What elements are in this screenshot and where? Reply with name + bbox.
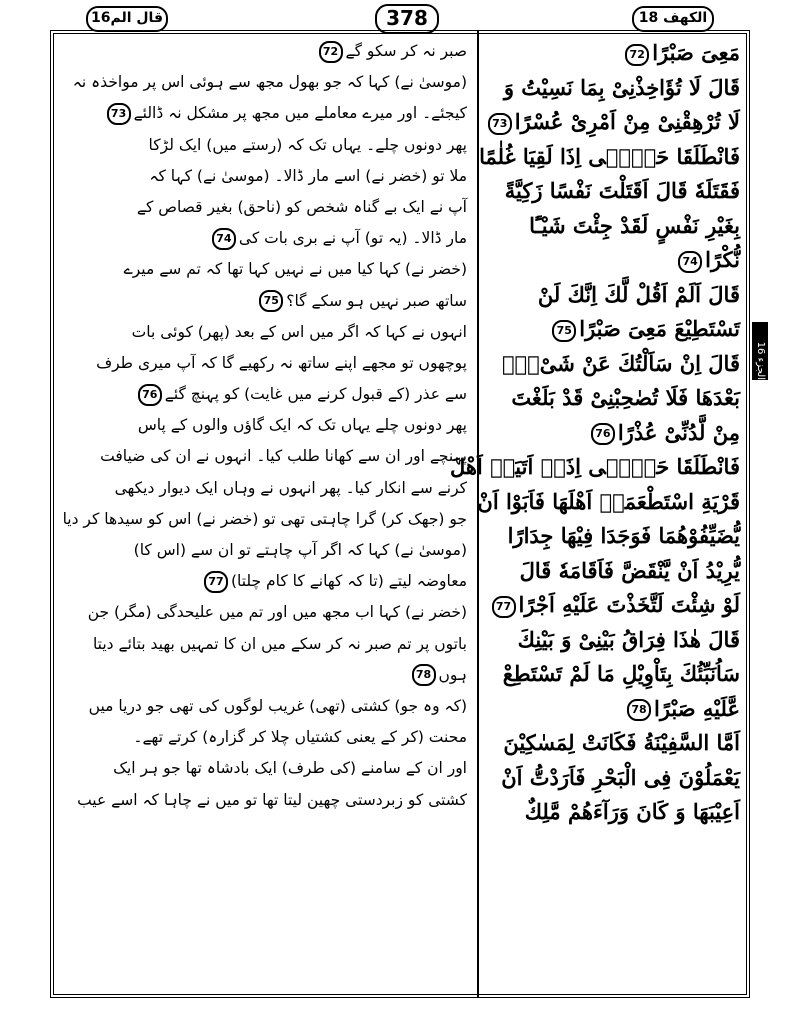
urdu-line-text: محنت (کر کے یعنی کشتیاں چلا کر گزارہ) کرتے تھے۔ xyxy=(133,728,467,747)
arabic-line xyxy=(449,450,740,485)
urdu-line-text: پوچھوں تو مجھے اپنے ساتھ نہ رکھیے گا کہ آپ میری طرف xyxy=(96,353,467,372)
arabic-line-text: قَالَ اِنْ سَاَلْتُكَ عَنْ شَیْءٍۭ xyxy=(501,350,740,376)
page-number: 378 xyxy=(375,4,439,34)
ayah-number-marker: 75 xyxy=(259,290,283,312)
arabic-line xyxy=(490,105,740,140)
urdu-line xyxy=(62,36,467,67)
urdu-line xyxy=(62,597,467,628)
arabic-line-text: یَعْمَلُوْنَ فِی الْبَحْرِ فَاَرَدْتُّ اَنْ xyxy=(501,764,740,790)
arabic-line xyxy=(490,795,740,830)
urdu-translation-column xyxy=(62,36,467,816)
arabic-line-text: فَقَتَلَهٗ قَالَ اَقَتَلْتَ نَفْسًا زَكِیَّةً xyxy=(504,178,740,203)
urdu-line xyxy=(62,660,467,691)
urdu-line xyxy=(62,691,467,722)
urdu-line xyxy=(62,98,467,129)
arabic-line-text: یُّضَیِّفُوْهُمَا فَوَجَدَا فِیْهَا جِدَارًا xyxy=(507,523,740,548)
ayah-number-marker: 77 xyxy=(204,571,228,593)
arabic-line xyxy=(490,519,740,554)
arabic-line xyxy=(490,278,740,313)
arabic-line xyxy=(490,623,740,658)
arabic-line xyxy=(490,761,740,796)
juz-label: قال الم16 xyxy=(86,6,168,32)
ayah-number-marker: 74 xyxy=(212,228,236,250)
ayah-number-marker: 78 xyxy=(627,699,651,721)
arabic-line xyxy=(490,312,740,347)
arabic-line xyxy=(490,657,740,692)
arabic-line-text: مِنْ لَّدُنِّیْ عُذْرًا xyxy=(617,419,740,445)
urdu-line-text: (خضر نے) کہا کیا میں نے نہیں کہا تھا کہ تم سے میرے xyxy=(123,260,467,279)
urdu-line xyxy=(62,286,467,317)
urdu-line-text: جو (جھک کر) گرا چاہتی تھی تو (خضر نے) اس کو سیدھا کر دیا xyxy=(62,509,467,528)
urdu-line-text: پھر دونوں چلے یہاں تک کہ ایک گاؤں والوں کے پاس xyxy=(137,416,467,435)
arabic-line xyxy=(490,726,740,761)
urdu-line xyxy=(62,722,467,753)
ayah-number-marker: 72 xyxy=(625,44,649,66)
urdu-line-text: (موسیٰ نے) کہا کہ جو بھول مجھ سے ہوئی اس پر مواخذہ نہ xyxy=(72,73,467,92)
urdu-line-text: کرنے سے انکار کیا۔ پھر انہوں نے وہاں ایک دیوار دیکھی xyxy=(114,478,467,497)
urdu-line-text: ملا تو (خضر نے) اسے مار ڈالا۔ (موسیٰ نے) کہا کہ xyxy=(149,166,467,185)
urdu-line-text: اور ان کے سامنے (کی طرف) ایک بادشاہ تھا جو ہر ایک xyxy=(113,759,467,778)
urdu-line-text: آپ نے ایک بے گناہ شخص کو (ناحق) بغیر قصاص کے xyxy=(136,197,467,216)
ayah-number-marker: 76 xyxy=(591,423,615,445)
ayah-number-marker: 78 xyxy=(412,664,436,686)
urdu-line-text: مار ڈالا۔ (یہ تو) آپ نے بری بات کی xyxy=(238,229,467,248)
urdu-line xyxy=(62,254,467,285)
urdu-line-text: ہوں xyxy=(438,665,467,684)
urdu-line-text: انہوں نے کہا کہ اگر میں اس کے بعد (پھر) کوئی بات xyxy=(131,322,467,341)
arabic-line-text: عَّلَیْهِ صَبْرًا xyxy=(654,695,740,721)
ayah-number-marker: 74 xyxy=(678,251,702,273)
ayah-number-marker: 72 xyxy=(319,41,343,63)
arabic-line-text: لَا تُرْهِقْنِیْ مِنْ اَمْرِیْ عُسْرًا xyxy=(514,109,740,134)
urdu-line-text: کیجئے۔ اور میرے معاملے میں مجھ پر مشکل نہ ڈالئے xyxy=(133,104,467,123)
urdu-line-text: پہنچے اور ان سے کھانا طلب کیا۔ انہوں نے ان کی ضیافت xyxy=(100,447,467,466)
urdu-line xyxy=(62,535,467,566)
urdu-line-text: باتوں پر تم صبر نہ کر سکے میں ان کا تمہیں بھید بتائے دیتا xyxy=(92,634,467,653)
arabic-line-text: بَعْدَهَا فَلَا تُصٰحِبْنِیْ قَدْ بَلَغْتَ xyxy=(511,385,740,410)
urdu-line xyxy=(62,379,467,410)
arabic-line-text: فَانْطَلَقَا حَتّٰۤی اِذَاۤ اَتَیَاۤ اَهْلَ xyxy=(449,454,740,479)
arabic-line-text: فَانْطَلَقَا حَتّٰۤی اِذَا لَقِیَا غُلٰمًا xyxy=(479,143,740,169)
urdu-line-text: (خضر نے) کہا اب مجھ میں اور تم میں علیحدگی (مگر) جن xyxy=(87,603,467,622)
arabic-line-text: مَعِیَ صَبْرًا xyxy=(652,40,740,65)
arabic-line-text: لَوْ شِئْتَ لَتَّخَذْتَ عَلَیْهِ اَجْرًا xyxy=(518,592,740,617)
juz-side-tab-label: الجزء 16 xyxy=(755,341,766,380)
urdu-line xyxy=(62,566,467,597)
arabic-line xyxy=(490,692,740,727)
ayah-number-marker: 77 xyxy=(492,596,516,618)
urdu-line xyxy=(62,441,467,472)
urdu-line-text: معاوضہ لیتے (تا کہ کھانے کا کام چلتا) xyxy=(230,572,467,591)
urdu-line xyxy=(62,785,467,816)
urdu-line-text: پھر دونوں چلے۔ یہاں تک کہ (رستے میں) ایک لڑکا xyxy=(148,135,467,154)
page-header xyxy=(50,4,750,30)
arabic-line xyxy=(490,36,740,71)
urdu-line xyxy=(62,473,467,504)
urdu-line xyxy=(62,504,467,535)
arabic-line xyxy=(490,381,740,416)
urdu-line-text: (کہ وہ جو) کشتی (تھی) غریب لوگوں کی تھی جو دریا میں xyxy=(88,696,467,715)
arabic-line-text: نُّكْرًا xyxy=(705,247,740,272)
arabic-line xyxy=(479,140,740,175)
arabic-line-text: قَالَ هٰذَا فِرَاقُ بَیْنِیْ وَ بَیْنِكَ xyxy=(517,626,740,652)
urdu-line xyxy=(62,410,467,441)
arabic-line xyxy=(477,485,740,520)
urdu-line xyxy=(62,753,467,784)
ayah-number-marker: 73 xyxy=(488,113,512,135)
urdu-line xyxy=(62,629,467,660)
arabic-line-text: قَالَ لَا تُؤَاخِذْنِیْ بِمَا نَسِیْتُ وَ xyxy=(503,74,740,100)
arabic-line xyxy=(490,209,740,244)
urdu-line-text: سے عذر (کے قبول کرنے میں غایت) کو پہنچ گئے xyxy=(164,385,467,404)
urdu-line xyxy=(62,317,467,348)
juz-side-tab xyxy=(752,322,768,380)
arabic-line xyxy=(490,243,740,278)
surah-label: الکھف 18 xyxy=(632,6,714,32)
urdu-line-text: ساتھ صبر نہیں ہو سکے گا؟ xyxy=(286,291,467,310)
arabic-line xyxy=(490,588,740,623)
arabic-line-text: تَسْتَطِیْعَ مَعِیَ صَبْرًا xyxy=(579,316,740,341)
arabic-line-text: سَاُنَبِّئُكَ بِتَاْوِیْلِ مَا لَمْ تَسْتَطِعْ xyxy=(502,661,740,686)
urdu-line xyxy=(62,192,467,223)
arabic-line-text: یُّرِیْدُ اَنْ یَّنْقَضَّ فَاَقَامَهٗ قَالَ xyxy=(519,557,740,583)
urdu-line-text: (موسیٰ نے) کہا کہ اگر آپ چاہتے تو ان سے (اس کا) xyxy=(133,541,467,559)
urdu-line xyxy=(62,130,467,161)
arabic-line xyxy=(490,174,740,209)
urdu-line xyxy=(62,348,467,379)
arabic-line-text: بِغَیْرِ نَفْسٍ لَقَدْ جِئْتَ شَیْـًٔا xyxy=(529,212,740,238)
arabic-line xyxy=(490,71,740,106)
arabic-line xyxy=(490,347,740,382)
arabic-line xyxy=(490,416,740,451)
urdu-line xyxy=(62,67,467,98)
ayah-number-marker: 73 xyxy=(107,103,131,125)
arabic-line xyxy=(490,554,740,589)
arabic-line-text: اَعِیْبَهَا وَ كَانَ وَرَآءَهُمْ مَّلِكٌ xyxy=(524,799,740,824)
arabic-line-text: قَرْیَةِ اسْتَطْعَمَاۤ اَهْلَهَا فَاَبَوْا اَنْ xyxy=(477,488,740,514)
arabic-line-text: قَالَ اَلَمْ اَقُلْ لَّكَ اِنَّكَ لَنْ xyxy=(537,281,740,307)
arabic-line-text: اَمَّا السَّفِیْنَةُ فَكَانَتْ لِمَسٰكِیْنَ xyxy=(503,730,740,755)
ayah-number-marker: 76 xyxy=(138,384,162,406)
urdu-line-text: کشتی کو زبردستی چھین لیتا تھا تو میں نے چاہا کہ اسے عیب xyxy=(77,790,467,809)
urdu-line xyxy=(62,161,467,192)
ayah-number-marker: 75 xyxy=(552,320,576,342)
urdu-line xyxy=(62,223,467,254)
urdu-line-text: صبر نہ کر سکو گے xyxy=(345,42,467,60)
